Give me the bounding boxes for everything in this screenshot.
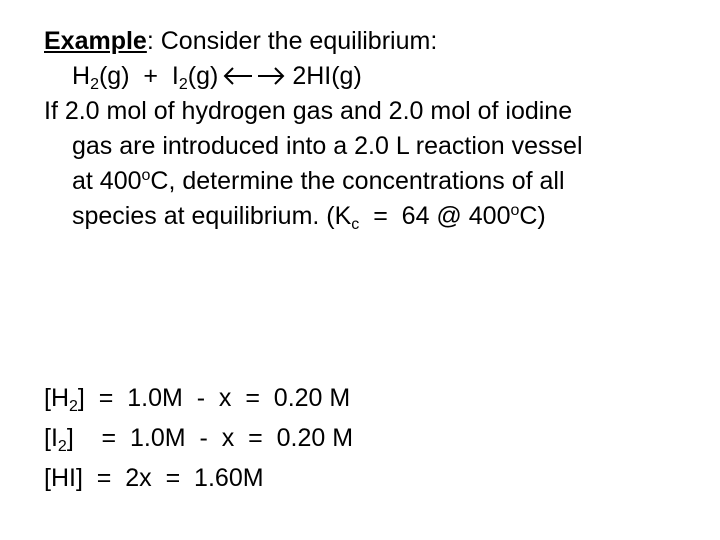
reaction-equation: $H_2(g) + I_2(g)$ 2HI(g) (72, 62, 362, 93)
equilibrium-answers (44, 378, 684, 498)
problem-title-line (44, 24, 684, 59)
intro-text: : Consider the equilibrium: (146, 27, 438, 55)
example-heading: Example (44, 27, 147, 55)
problem-statement (44, 24, 684, 234)
double-arrow-icon (222, 66, 286, 86)
answer-i2: $[I_2]$ = 1.0M - x = 0.20 M (44, 424, 354, 455)
answer-h2: $[H_2] = 1.0M - x = 0.20$ M (44, 384, 351, 415)
problem-line-1: If 2.0 mol of hydrogen gas and 2.0 mol of iodine (44, 97, 573, 125)
answer-hi: [HI] = 2x = 1.60M (44, 464, 264, 492)
problem-line-3: at 400$^o$C, determine the concentrations of all (72, 167, 565, 195)
problem-line-2: gas are introduced into a 2.0 L reaction vessel (72, 132, 583, 160)
problem-line-4: species at equilibrium. ($K_c = 64$ @ 400$^o$C) (72, 202, 546, 233)
